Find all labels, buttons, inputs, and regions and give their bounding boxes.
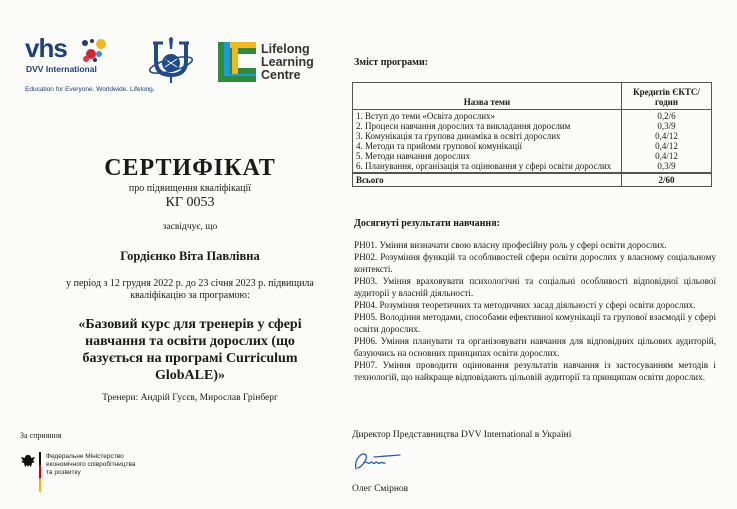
credits-cell: 0,3/9	[622, 121, 712, 131]
outcome-item: РН07. Уміння проводити оцінювання результатів навчання із застосуванням методів і технологій, що найкраще відповідають цільовій аудиторії та принципам освіти дорослих.	[354, 360, 716, 382]
dvv-tagline: Education for Everyone. Worldwide. Lifelong.	[25, 86, 155, 93]
outcome-item: РН01. Уміння визначати свою власну професійну роль у сфері освіти дорослих.	[354, 240, 667, 250]
support-label: За сприяння	[20, 431, 62, 440]
credits-cell: 0,3/9	[622, 161, 712, 173]
director-title: Директор Представництва DVV International в Україні	[352, 430, 572, 440]
recipient-name: Гордієнко Віта Павлівна	[120, 249, 260, 263]
signature-icon	[352, 449, 402, 473]
certificate-subtitle: про підвищення кваліфікації	[128, 183, 252, 194]
vhs-dvv-logo	[25, 35, 105, 80]
topic-cell: 2. Процеси навчання дорослих та викладання дорослим	[353, 121, 622, 131]
vhs-dots-icon	[77, 37, 117, 67]
course-title: «Базовий курс для тренерів у сфері навчання та освіти дорослих (що базується на програмі Curriculum GlobALE)»	[78, 317, 302, 383]
topic-cell: 1. Вступ до теми «Освіта дорослих»	[353, 110, 622, 122]
column-header-credits: Кредитів ЄКТС/ годин	[622, 83, 712, 110]
program-table	[352, 82, 712, 187]
dvv-label: DVV International	[26, 64, 97, 74]
credits-cell: 0,4/12	[622, 151, 712, 161]
llc-wordmark: Lifelong Learning Centre	[261, 42, 314, 82]
training-period: у період з 12 грудня 2022 р. до 23 січня 2023 р. підвищила кваліфікацію за програмою:	[66, 278, 314, 301]
table-row	[353, 151, 712, 161]
credits-cell: 0,4/12	[622, 131, 712, 141]
table-row	[353, 121, 712, 131]
column-header-topic: Назва теми	[353, 83, 622, 110]
table-total-row	[353, 173, 712, 187]
topic-cell: 5. Методи навчання дорослих	[353, 151, 622, 161]
vhs-wordmark: vhs	[25, 33, 67, 63]
director-name: Олег Смірнов	[352, 484, 409, 494]
topic-cell: 3. Комунікація та групова динаміка в освіті дорослих	[353, 131, 622, 141]
german-flag-bar	[39, 452, 41, 492]
topic-cell: 4. Методи та прийоми групової комунікації	[353, 141, 622, 151]
bmz-logo	[20, 452, 180, 492]
table-row	[353, 161, 712, 173]
ministry-name: Федеральне Міністерство економічного співробітництва та розвитку	[46, 453, 136, 476]
outcome-item: РН02. Розуміння функцій та особливостей сфери освіти дорослих у власному соціальному контексті.	[354, 252, 716, 274]
credits-cell: 0,4/12	[622, 141, 712, 151]
credits-cell: 0,2/6	[622, 110, 712, 122]
outcome-item: РН06. Уміння планувати та організовувати навчання для відповідних цільових аудиторій, базуючись на основних принципах освіти дорослих.	[354, 336, 716, 358]
llc-mark-icon	[218, 42, 256, 82]
certificate-number: КГ 0053	[165, 195, 215, 210]
outcomes-list	[354, 239, 716, 383]
certificate-title: СЕРТИФІКАТ	[104, 155, 276, 181]
university-emblem-icon	[147, 35, 195, 87]
table-row	[353, 131, 712, 141]
table-row	[353, 141, 712, 151]
total-label: Всього	[353, 173, 622, 187]
lifelong-learning-centre-logo	[218, 42, 323, 84]
certifies-text: засвідчує, що	[162, 222, 218, 232]
topic-cell: 6. Планування, організація та оцінювання у сфері освіти дорослих	[353, 161, 622, 173]
total-value: 2/60	[622, 173, 712, 187]
outcome-item: РН05. Володіння методами, способами ефективної комунікації та групової взаємодії у сфері освіти дорослих.	[354, 312, 716, 334]
table-header-row	[353, 83, 712, 110]
table-row	[353, 110, 712, 122]
outcomes-heading: Досягнуті результати навчання:	[354, 218, 500, 229]
outcome-item: РН03. Уміння враховувати психологічні та соціальні особливості відповідної цільової аудиторії у власній діяльності.	[354, 276, 716, 298]
outcome-item: РН04. Розуміння теоретичних та методичних засад діяльності у сфері освіти дорослих.	[354, 300, 696, 310]
federal-eagle-icon	[20, 454, 36, 470]
trainers: Тренери: Андрій Гусєв, Мирослав Грінберг	[102, 393, 278, 403]
program-heading: Зміст програми:	[354, 57, 429, 68]
